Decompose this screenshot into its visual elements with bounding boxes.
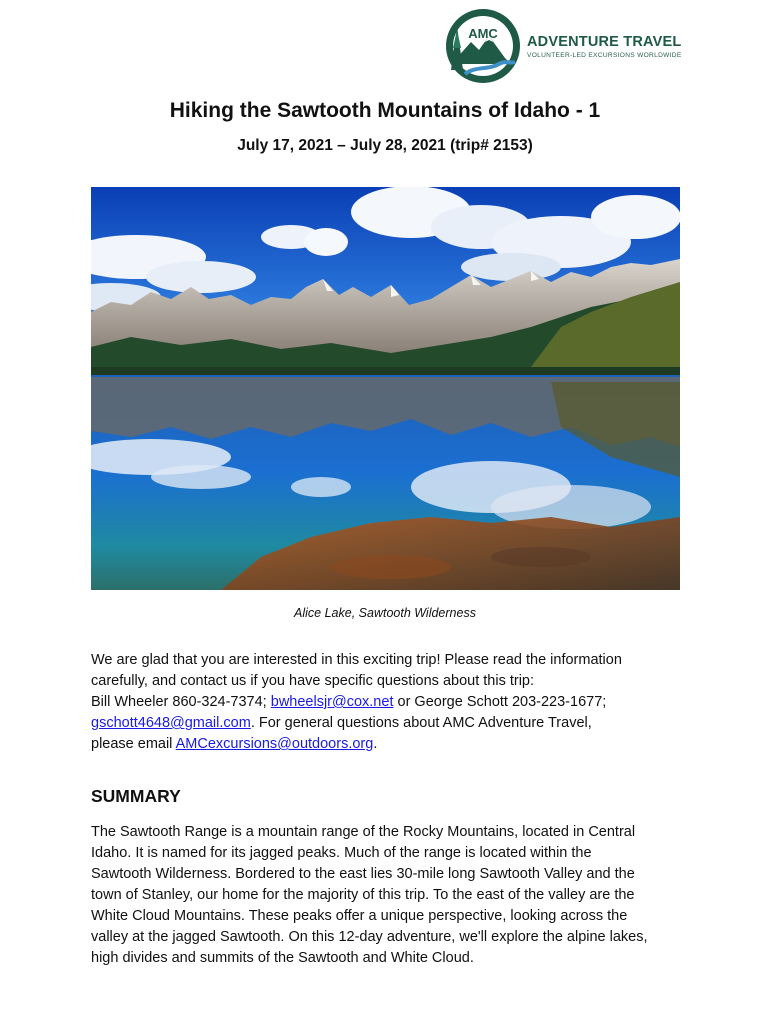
intro-line-4 [91, 713, 681, 734]
summary-line: town of Stanley, our home for the majority of this trip. To the east of the valley are the [91, 887, 635, 903]
logo-title: ADVENTURE TRAVEL [527, 34, 682, 50]
please-email-text: please email [91, 736, 176, 752]
summary-line: White Cloud Mountains. These peaks offer a unique perspective, looking across the [91, 908, 628, 924]
period-text: . [373, 736, 378, 752]
summary-paragraph [91, 822, 691, 969]
logo-tagline: VOLUNTEER-LED EXCURSIONS WORLDWIDE [527, 52, 682, 59]
intro-line-5 [91, 734, 681, 755]
contact-george-text: or George Schott 203-223-1677; [393, 694, 607, 710]
alice-lake-photo [91, 187, 680, 590]
summary-line: high divides and summits of the Sawtooth and White Cloud. [91, 950, 474, 966]
intro-line-1: We are glad that you are interested in this exciting trip! Please read the information [91, 652, 622, 668]
summary-heading: SUMMARY [91, 786, 181, 806]
page-title: Hiking the Sawtooth Mountains of Idaho - 1 [169, 99, 601, 122]
email-link-george[interactable]: gschott4648@gmail.com [91, 715, 251, 731]
summary-line: Sawtooth Wilderness. Bordered to the east lies 30-mile long Sawtooth Valley and the [91, 866, 635, 882]
email-link-amc[interactable]: AMCexcursions@outdoors.org [175, 736, 374, 752]
email-link-bill[interactable]: bwheelsjr@cox.net [270, 694, 394, 710]
logo-badge-text: AMC [468, 26, 498, 41]
landscape-image [91, 187, 680, 590]
trip-dates: July 17, 2021 – July 28, 2021 (trip# 2153) [237, 137, 533, 154]
amc-adventure-travel-logo [445, 8, 685, 88]
photo-caption: Alice Lake, Sawtooth Wilderness [294, 606, 476, 620]
summary-line: Idaho. It is named for its jagged peaks. Much of the range is located within the [91, 845, 592, 861]
intro-line-3 [91, 692, 681, 713]
general-questions-text: . For general questions about AMC Adventure Travel, [250, 715, 592, 731]
amc-badge-icon [445, 8, 521, 84]
contact-bill-text: Bill Wheeler 860-324-7374; [91, 694, 271, 710]
summary-line: The Sawtooth Range is a mountain range of the Rocky Mountains, located in Central [91, 824, 636, 840]
summary-line: valley at the jagged Sawtooth. On this 12-day adventure, we'll explore the alpine lakes, [91, 929, 648, 945]
intro-line-2: carefully, and contact us if you have specific questions about this trip: [91, 673, 535, 689]
intro-paragraph [91, 650, 681, 755]
